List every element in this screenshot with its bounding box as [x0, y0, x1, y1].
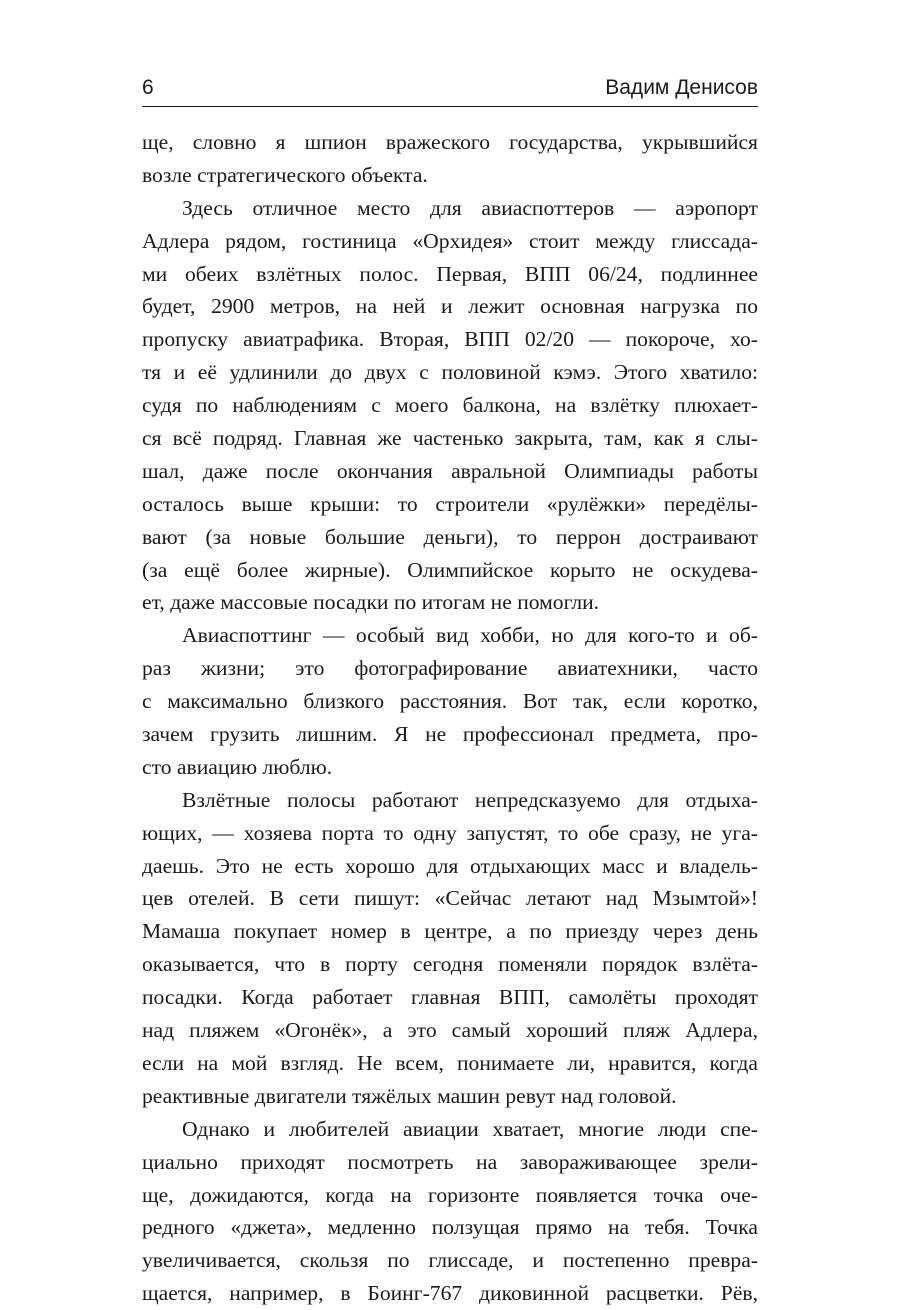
text-line: судя по наблюдениям с моего балкона, на взлётку плюхает-	[142, 393, 758, 418]
text-line: возле стратегического объекта.	[142, 162, 428, 187]
text-line: сто авиацию люблю.	[142, 754, 333, 779]
running-header	[142, 74, 758, 104]
text-line: (за ещё более жирные). Олимпийское корыто не оскудева-	[142, 557, 758, 582]
text-line: редного «джета», медленно ползущая прямо на тебя. Точка	[142, 1215, 758, 1240]
text-line: пропуску авиатрафика. Вторая, ВПП 02/20 — покороче, хо-	[142, 327, 758, 352]
text-line: циально приходят посмотреть на завораживающее зрели-	[142, 1149, 758, 1174]
text-line: посадки. Когда работает главная ВПП, самолёты проходят	[142, 985, 758, 1010]
text-line: тя и её удлинили до двух с половиной кэмэ. Этого хватило:	[142, 360, 758, 385]
page-number: 6	[142, 76, 154, 99]
text-line: если на мой взгляд. Не всем, понимаете ли, нравится, когда	[142, 1050, 758, 1075]
text-line: ся всё подряд. Главная же частенько закрыта, там, как я слы-	[142, 426, 758, 451]
text-line: ет, даже массовые посадки по итогам не помогли.	[142, 590, 600, 615]
text-line: Однако и любителей авиации хватает, многие люди спе-	[182, 1116, 758, 1141]
running-head-author: Вадим Денисов	[605, 76, 758, 99]
text-line: цев отелей. В сети пишут: «Сейчас летают над Мзымтой»!	[142, 886, 758, 911]
text-line: Взлётные полосы работают непредсказуемо для отдыха-	[182, 787, 758, 812]
text-line: оказывается, что в порту сегодня поменяли порядок взлёта-	[142, 952, 758, 977]
text-line: ми обеих взлётных полос. Первая, ВПП 06/24, подлиннее	[142, 261, 758, 286]
text-line: над пляжем «Огонёк», а это самый хороший пляж Адлера,	[142, 1018, 758, 1043]
text-line: реактивные двигатели тяжёлых машин ревут над головой.	[142, 1083, 677, 1108]
text-line: ющих, — хозяева порта то одну запустят, то обе сразу, не уга-	[142, 820, 758, 845]
text-line: ще, дожидаются, когда на горизонте появляется точка оче-	[142, 1182, 758, 1207]
text-line: увеличивается, скользя по глиссаде, и постепенно превра-	[142, 1248, 758, 1273]
text-line: Авиаспоттинг — особый вид хобби, но для кого-то и об-	[182, 623, 758, 648]
text-line: Адлера рядом, гостиница «Орхидея» стоит между глиссада-	[142, 228, 758, 253]
text-line: шал, даже после окончания авральной Олимпиады работы	[142, 458, 758, 483]
text-line: даешь. Это не есть хорошо для отдыхающих масс и владель-	[142, 853, 758, 878]
text-line: Здесь отличное место для авиаспоттеров — аэропорт	[182, 195, 758, 220]
text-line: зачем грузить лишним. Я не профессионал предмета, про-	[142, 722, 758, 747]
text-line: будет, 2900 метров, на ней и лежит основная нагрузка по	[142, 294, 758, 319]
header-rule	[142, 106, 758, 107]
text-line: осталось выше крыши: то строители «рулёжки» передёлы-	[142, 491, 758, 516]
text-line: раз жизни; это фотографирование авиатехники, часто	[142, 656, 758, 681]
text-line: щается, например, в Боинг-767 диковинной расцветки. Рёв,	[142, 1281, 758, 1306]
text-line: Мамаша покупает номер в центре, а по приезду через день	[142, 919, 758, 944]
text-line: ще, словно я шпион вражеского государства, укрывшийся	[142, 130, 758, 154]
body-text	[142, 126, 758, 1310]
text-line: с максимально близкого расстояния. Вот так, если коротко,	[142, 689, 758, 714]
text-line: вают (за новые большие деньги), то перрон достраивают	[142, 524, 758, 549]
